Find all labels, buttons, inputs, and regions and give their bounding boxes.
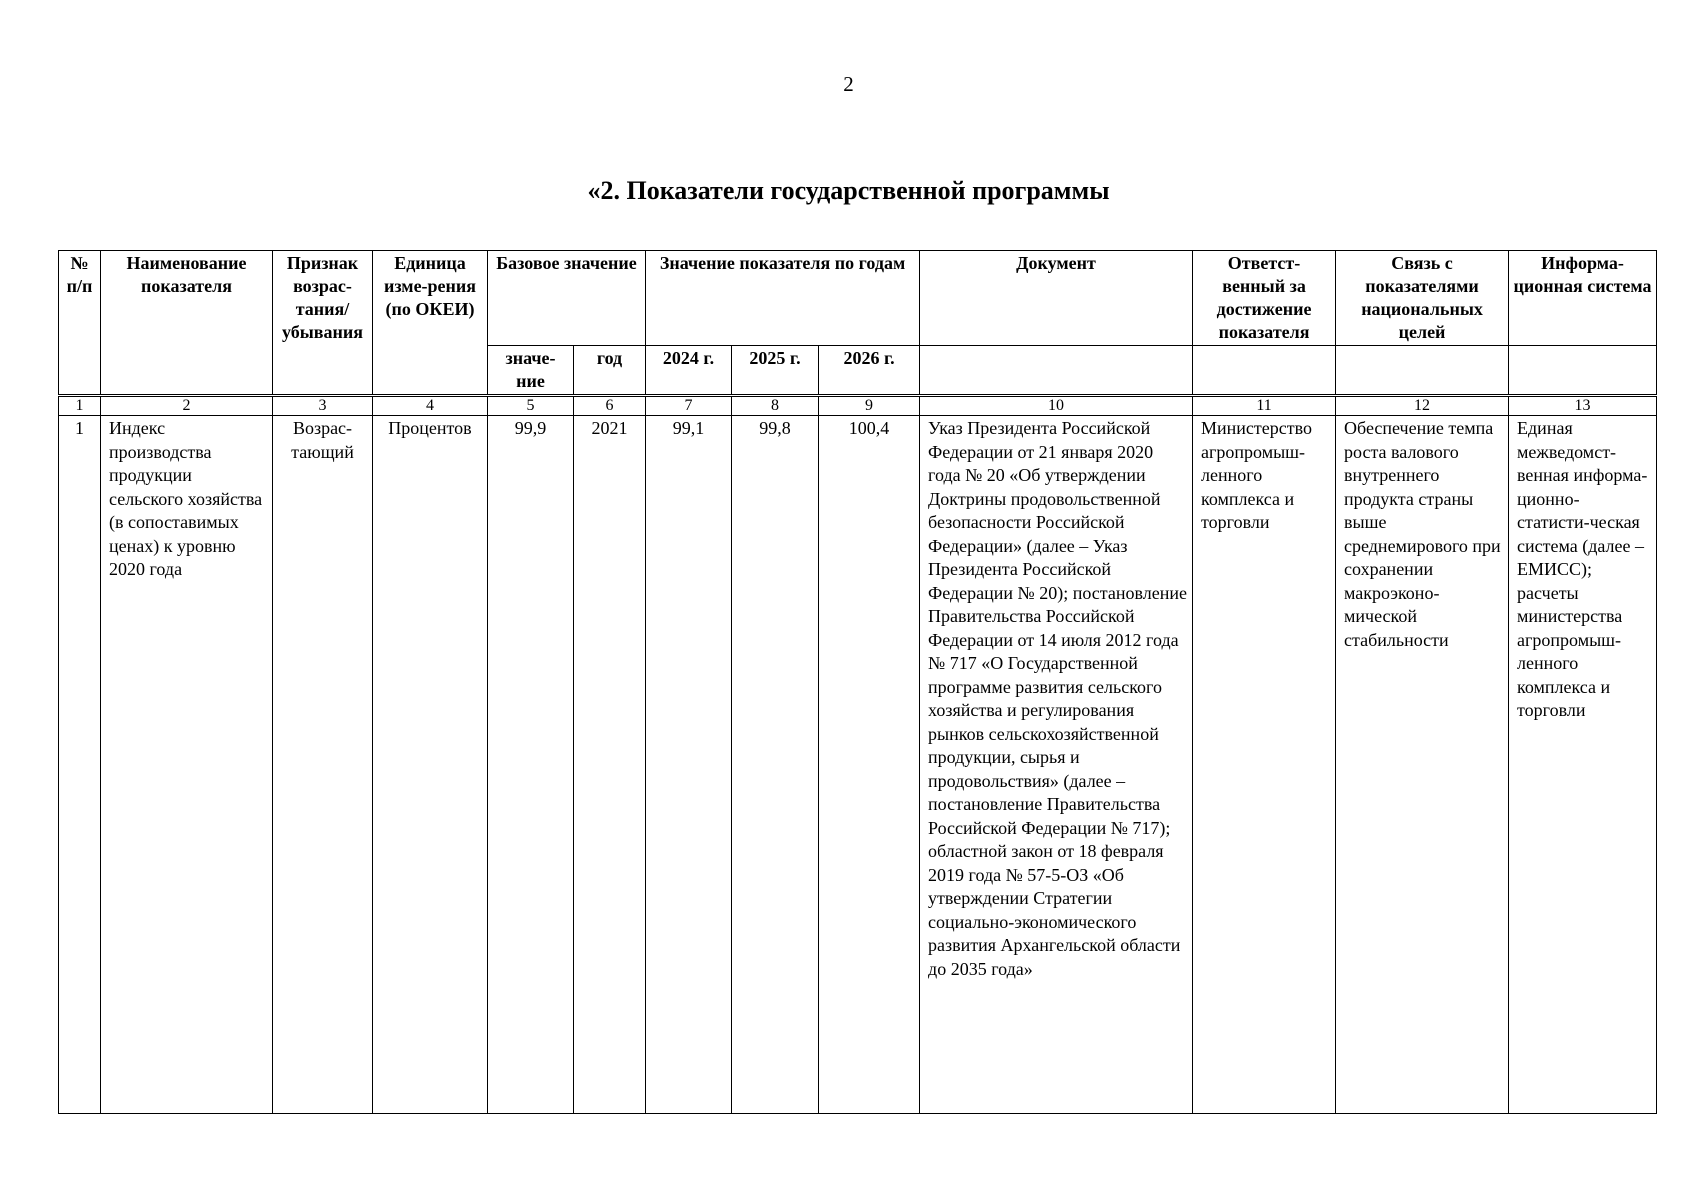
indicators-table (58, 250, 1657, 1114)
col-header-name: Наименование показателя (101, 251, 273, 396)
column-number: 7 (646, 396, 732, 416)
indicator-info-system: Единая межведомст-венная информа-ционно-статисти-ческая система (далее – ЕМИСС); расчеты министерства агропромыш-ленного комплекса и торговли (1509, 416, 1657, 1114)
col-header-unit: Единица изме-рения (по ОКЕИ) (373, 251, 488, 396)
row-num: 1 (59, 416, 101, 1114)
col-header-info-system: Информа-ционная система (1509, 251, 1657, 346)
indicator-trend: Возрас-тающий (273, 416, 373, 1114)
section-title: «2. Показатели государственной программы (587, 176, 1110, 205)
empty-header-cell (1336, 346, 1509, 396)
col-header-base: Базовое значение (488, 251, 646, 346)
column-number: 1 (59, 396, 101, 416)
column-number: 2 (101, 396, 273, 416)
column-number: 12 (1336, 396, 1509, 416)
value-2026: 100,4 (819, 416, 920, 1114)
base-year: 2021 (574, 416, 646, 1114)
col-header-base-value: значе-ние (488, 346, 574, 396)
header-row-1 (59, 251, 1657, 346)
indicator-responsible: Министерство агропромыш-ленного комплекса и торговли (1193, 416, 1336, 1114)
column-number: 6 (574, 396, 646, 416)
empty-header-cell (920, 346, 1193, 396)
col-header-responsible: Ответст-венный за достижение показателя (1193, 251, 1336, 346)
col-header-2026: 2026 г. (819, 346, 920, 396)
empty-header-cell (1193, 346, 1336, 396)
base-value: 99,9 (488, 416, 574, 1114)
empty-header-cell (1509, 346, 1657, 396)
value-2025: 99,8 (732, 416, 819, 1114)
col-header-num: № п/п (59, 251, 101, 396)
column-number: 8 (732, 396, 819, 416)
table-row (59, 416, 1657, 1114)
col-header-values-by-year: Значение показателя по годам (646, 251, 920, 346)
column-number: 11 (1193, 396, 1336, 416)
col-header-base-year: год (574, 346, 646, 396)
indicator-document: Указ Президента Российской Федерации от 21 января 2020 года № 20 «Об утверждении Доктрины продовольственной безопасности Российской Федерации» (далее – Указ Президента Российской Федерации № 20); постановление Правительства Российской Федерации от 14 июля 2012 года № 717 «О Государственной программе развития сельского хозяйства и регулирования рынков сельскохозяйственной продукции, сырья и продовольствия» (далее – постановление Правительства Российской Федерации № 717); областной закон от 18 февраля 2019 года № 57-5-ОЗ «Об утверждении Стратегии социально-экономического развития Архангельской области до 2035 года» (920, 416, 1193, 1114)
column-number: 4 (373, 396, 488, 416)
column-number: 5 (488, 396, 574, 416)
indicator-national-goal-link: Обеспечение темпа роста валового внутреннего продукта страны выше среднемирового при сохранении макроэконо-мической стабильности (1336, 416, 1509, 1114)
col-header-trend: Признак возрас-тания/ убывания (273, 251, 373, 396)
col-header-document: Документ (920, 251, 1193, 346)
column-number-row (59, 396, 1657, 416)
col-header-link: Связь с показателями национальных целей (1336, 251, 1509, 346)
column-number: 10 (920, 396, 1193, 416)
value-2024: 99,1 (646, 416, 732, 1114)
column-number: 13 (1509, 396, 1657, 416)
indicator-unit: Процентов (373, 416, 488, 1114)
column-number: 9 (819, 396, 920, 416)
page-number: 2 (843, 72, 854, 96)
col-header-2025: 2025 г. (732, 346, 819, 396)
indicator-name: Индекс производства продукции сельского хозяйства (в сопоставимых ценах) к уровню 2020 года (101, 416, 273, 1114)
column-number: 3 (273, 396, 373, 416)
col-header-2024: 2024 г. (646, 346, 732, 396)
